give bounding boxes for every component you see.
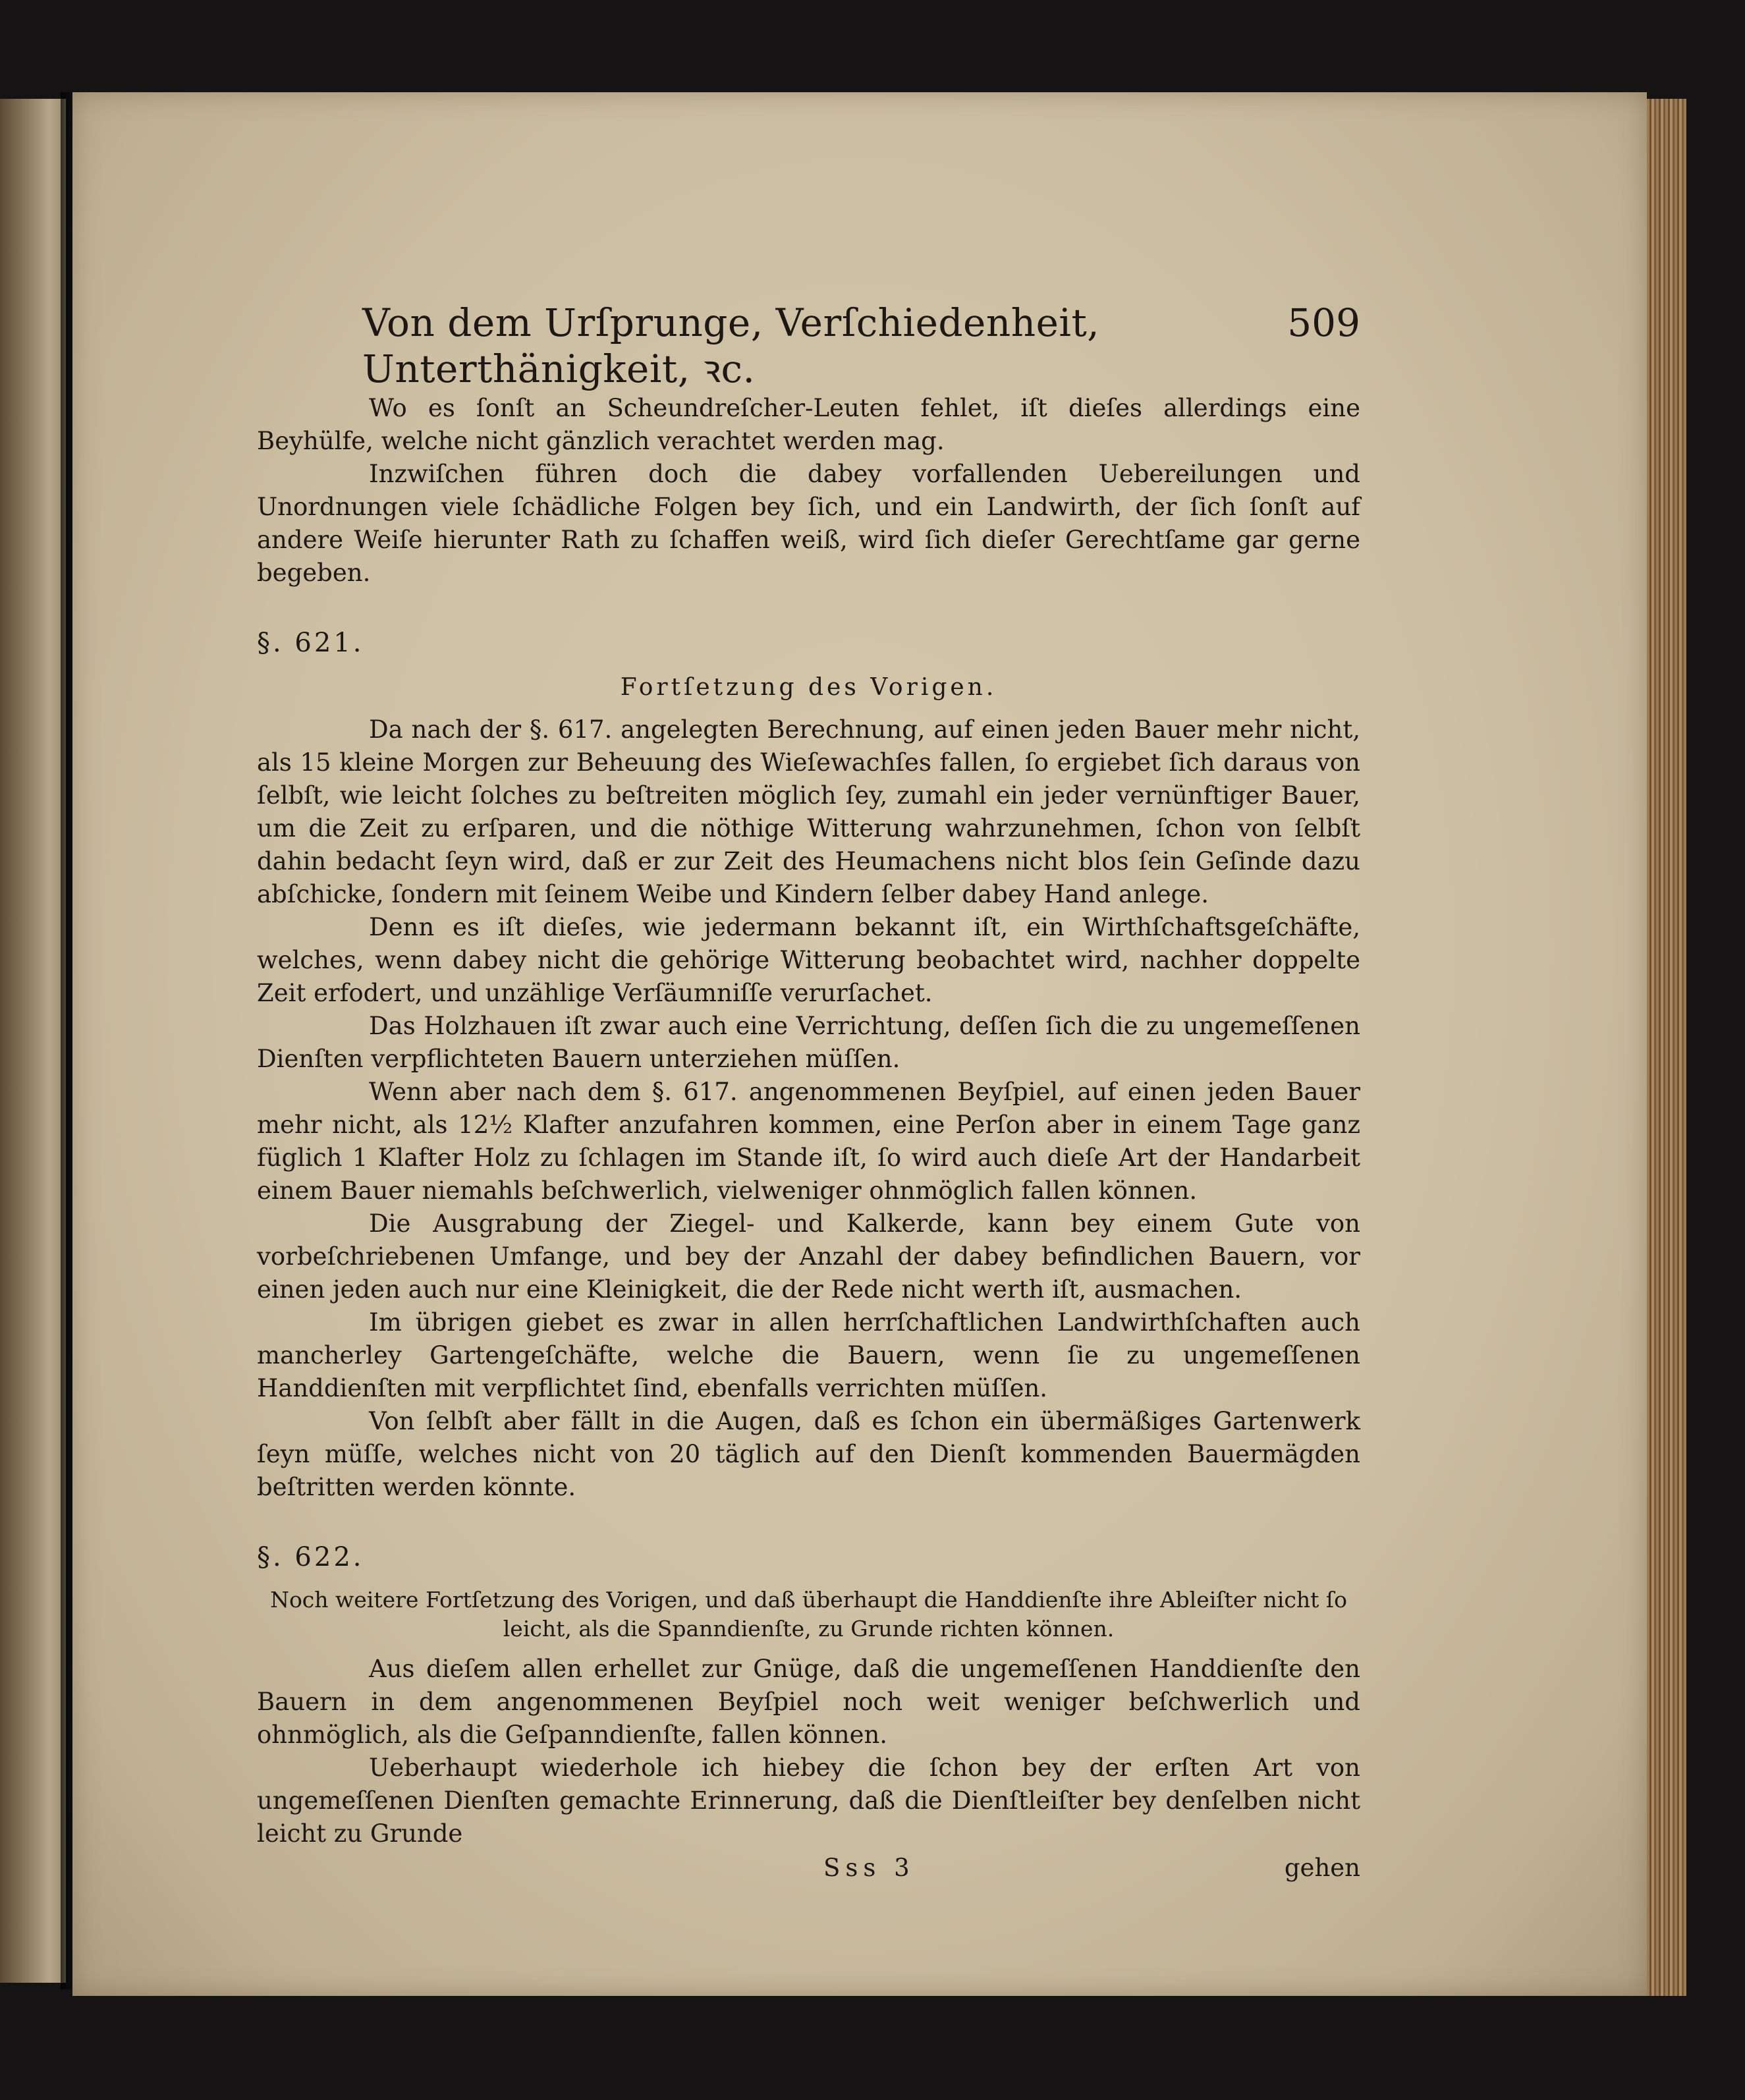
paragraph: Die Ausgrabung der Ziegel- und Kalkerde, kann bey einem Gute von vorbeſchriebenen Umfange, und bey der Anzahl der dabey befindlichen Bauern, vor einen jeden auch nur eine Kleinigkeit, die der Rede nicht werth iſt, ausmachen.: [257, 1209, 1360, 1304]
paragraph: Inzwiſchen führen doch die dabey vorfallenden Uebereilungen und Unordnungen viele ſchädliche Folgen bey ſich, und ein Landwirth, der ſich ſonſt auf andere Weiſe hierunter Rath zu ſchaffen weiß, wird ſich dieſer Gerechtſame gar gerne begeben.: [257, 460, 1360, 587]
catchword: gehen: [1284, 1854, 1360, 1882]
running-title: Von dem Urſprunge, Verſchiedenheit, Unterthänigkeit, ꝛc.: [362, 300, 1100, 391]
paragraph: Da nach der §. 617. angelegten Berechnung, auf einen jeden Bauer mehr nicht, als 15 kleine Morgen zur Beheuung des Wieſewachſes fallen, ſo ergiebet ſich daraus von ſelbſt, wie leicht ſolches zu beſtreiten möglich ſey, zumahl ein jeder vernünftiger Bauer, um die Zeit zu erſparen, und die nöthige Witterung wahrzunehmen, ſchon von ſelbſt dahin bedacht ſeyn wird, daß er zur Zeit des Heumachens nicht blos ſein Geſinde dazu abſchicke, ſondern mit ſeinem Weibe und Kindern ſelber dabey Hand anlege.: [257, 715, 1360, 908]
paragraph: Im übrigen giebet es zwar in allen herrſchaftlichen Landwirthſchaften auch mancherley Gartengeſchäfte, welche die Bauern, wenn ſie zu ungemeſſenen Handdienſten mit verpflichtet ſind, ebenfalls verrichten müſſen.: [257, 1308, 1360, 1402]
paragraph: Das Holzhauen iſt zwar auch eine Verrichtung, deſſen ſich die zu ungemeſſenen Dienſten verpflichteten Bauern unterziehen müſſen.: [257, 1012, 1360, 1073]
running-header: [362, 300, 1360, 392]
page-number: 509: [1287, 300, 1360, 345]
paragraph: Aus dieſem allen erhellet zur Gnüge, daß die ungemeſſenen Handdienſte den Bauern in dem angenommenen Beyſpiel noch weit weniger beſchwerlich und ohnmöglich, als die Geſpanndienſte, fallen können.: [257, 1655, 1360, 1749]
section-subtitle-621: Fortſetzung des Vorigen.: [620, 674, 997, 701]
section-heading-621: §. 621.: [257, 628, 364, 658]
signature-mark: Sss 3: [823, 1854, 915, 1882]
page-text: [257, 300, 1360, 1885]
paragraph: Ueberhaupt wiederhole ich hiebey die ſchon bey der erſten Art von ungemeſſenen Dienſten gemachte Erinnerung, daß die Dienſtleiſter bey denſelben nicht leicht zu Grunde: [257, 1754, 1360, 1848]
paragraph: Wenn aber nach dem §. 617. angenommenen Beyſpiel, auf einen jeden Bauer mehr nicht, als 12½ Klafter anzufahren kommen, eine Perſon aber in einem Tage ganz füglich 1 Klafter Holz zu ſchlagen im Stande iſt, ſo wird auch dieſe Art der Handarbeit einem Bauer niemahls beſchwerlich, vielweniger ohnmöglich fallen können.: [257, 1078, 1360, 1205]
paragraph: Wo es ſonſt an Scheundreſcher-Leuten fehlet, iſt dieſes allerdings eine Beyhülfe, welche nicht gänzlich verachtet werden mag.: [257, 394, 1360, 455]
paragraph: Denn es iſt dieſes, wie jedermann bekannt iſt, ein Wirthſchaftsgeſchäfte, welches, wenn dabey nicht die gehörige Witterung beobachtet wird, nachher doppelte Zeit erfodert, und unzählige Verſäumniſſe verurſachet.: [257, 913, 1360, 1007]
paragraph: Von ſelbſt aber fällt in die Augen, daß es ſchon ein übermäßiges Gartenwerk ſeyn müſſe, welches nicht von 20 täglich auf den Dienſt kommenden Bauermägden beſtritten werden könnte.: [257, 1407, 1360, 1501]
page-stack-edge: [1647, 99, 1686, 1996]
left-page-edge: [0, 99, 66, 1983]
page-footer: [257, 1852, 1360, 1885]
section-subtitle-622: Noch weitere Fortſetzung des Vorigen, und daß überhaupt die Handdienſte ihre Ableiſter nicht ſo leicht, als die Spanndienſte, zu Grunde richten können.: [270, 1587, 1347, 1642]
section-heading-622: §. 622.: [257, 1542, 364, 1572]
